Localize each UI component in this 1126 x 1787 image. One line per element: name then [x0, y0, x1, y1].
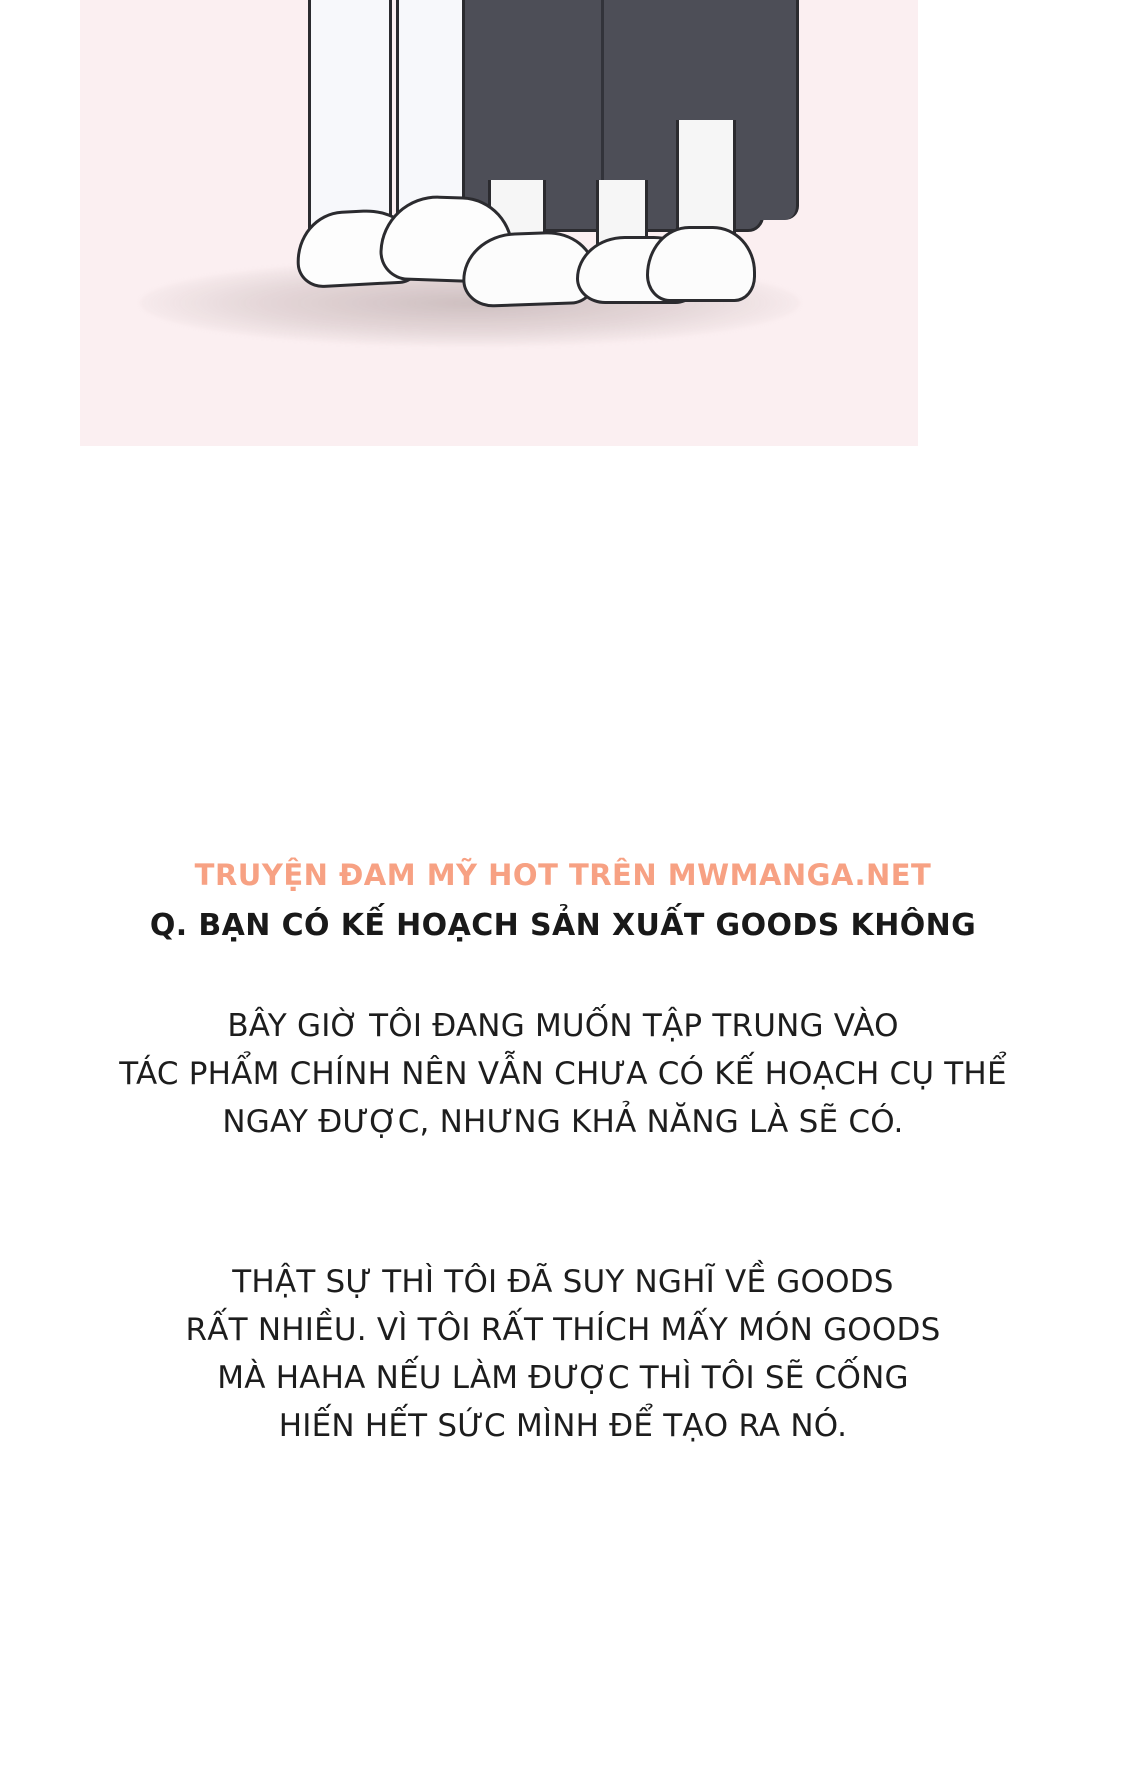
answer-paragraph-2: THẬT SỰ THÌ TÔI ĐÃ SUY NGHĨ VỀ GOODS RẤT NHIỀU. VÌ TÔI RẤT THÍCH MẤY MÓN GOODS MÀ HAHA NẾU LÀM ĐƯỢC THÌ TÔI SẼ CỐNG HIẾN HẾT SỨC MÌNH ĐỂ TẠO RA NÓ.: [185, 1264, 941, 1444]
panel-artwork: [80, 0, 918, 446]
comic-panel: [80, 0, 918, 446]
site-watermark: TRUYỆN ĐAM MỸ HOT TRÊN MWMANGA.NET: [194, 858, 932, 892]
answer-paragraph-1: BÂY GIỜ TÔI ĐANG MUỐN TẬP TRUNG VÀO TÁC PHẨM CHÍNH NÊN VẪN CHƯA CÓ KẾ HOẠCH CỤ THỂ NGAY ĐƯỢC, NHƯNG KHẢ NĂNG LÀ SẼ CÓ.: [119, 1008, 1007, 1140]
white-shoe-right-figure: [646, 226, 756, 302]
question-line: Q. BẠN CÓ KẾ HOẠCH SẢN XUẤT GOODS KHÔNG: [149, 908, 977, 943]
dark-coat-right-edge: [734, 0, 799, 220]
